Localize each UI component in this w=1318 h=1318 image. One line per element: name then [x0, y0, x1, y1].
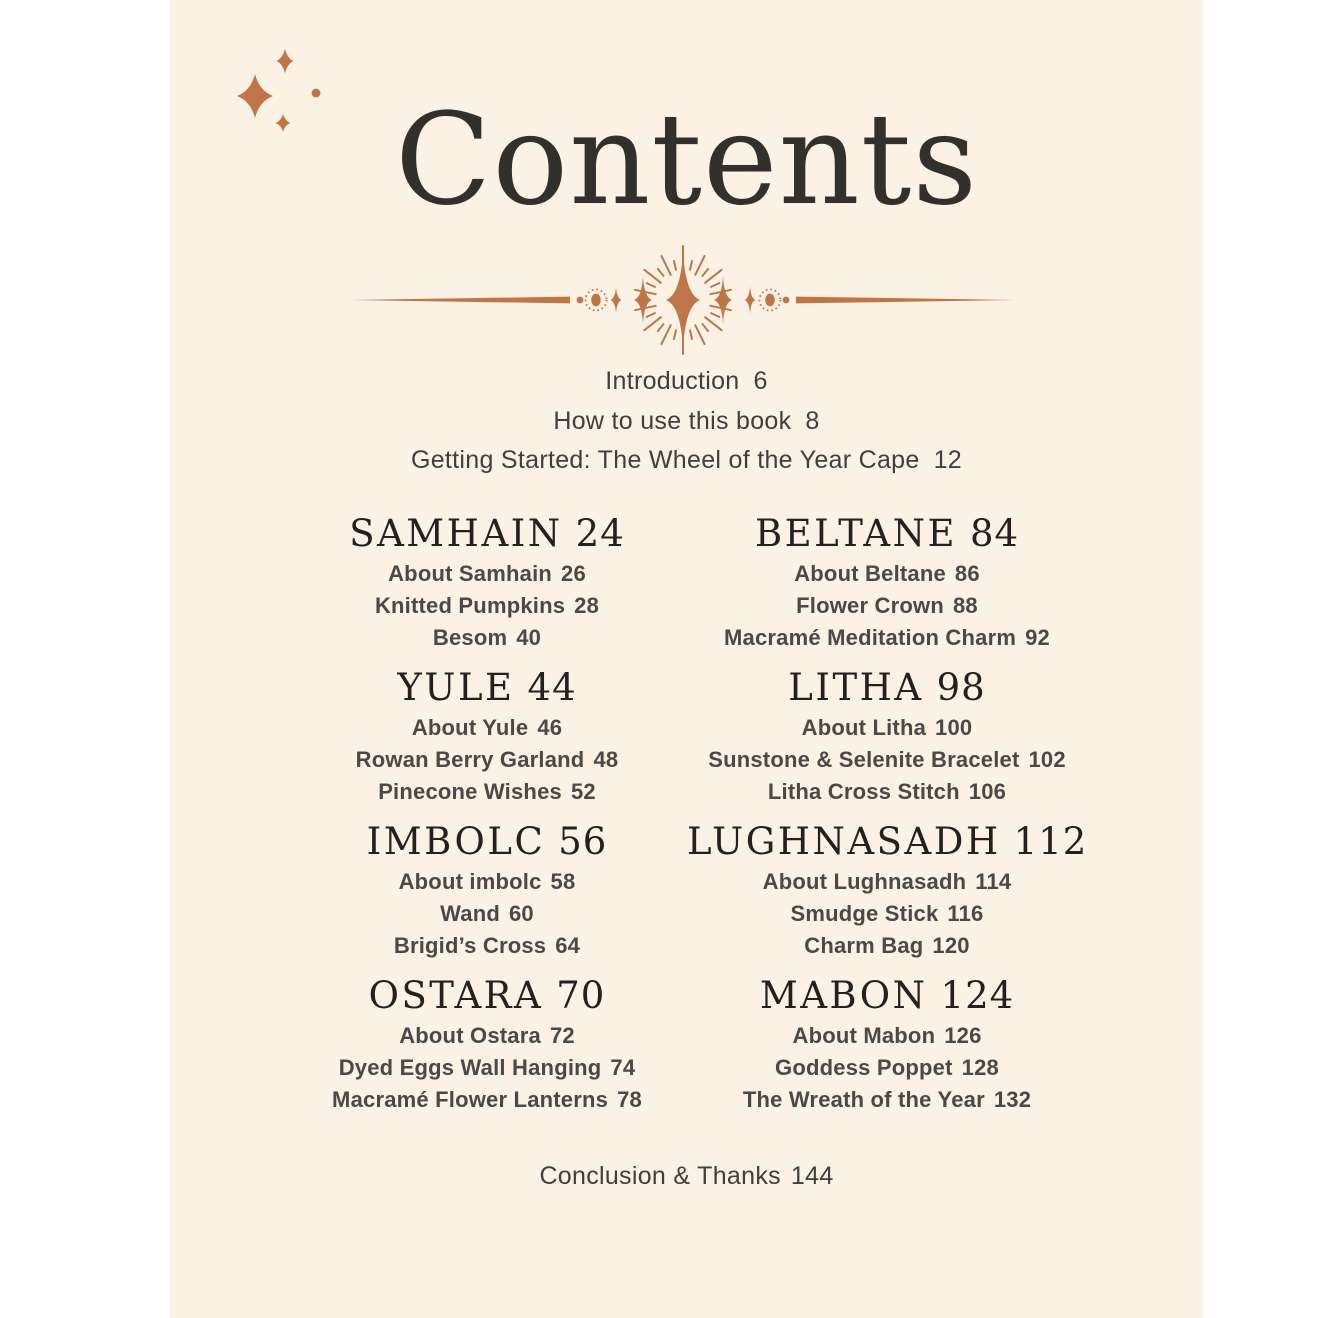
- toc-entry-page-number: 60: [509, 901, 534, 926]
- section-page-number: 84: [969, 512, 1020, 555]
- section-heading: [687, 512, 1087, 556]
- section-ostara: [287, 974, 687, 1128]
- toc-entry: [287, 930, 687, 962]
- toc-entry-page-number: 92: [1025, 625, 1050, 650]
- section-heading: [687, 666, 1087, 710]
- toc-entry-page-number: 58: [550, 869, 576, 894]
- divider-line-right: [796, 297, 1015, 304]
- section-name: YULE: [397, 666, 515, 709]
- toc-entry: [170, 402, 1203, 442]
- toc-entry-page-number: 106: [968, 779, 1007, 804]
- toc-entry: [687, 712, 1087, 744]
- section-name: BELTANE: [754, 512, 957, 555]
- section-litha: [687, 666, 1087, 820]
- toc-entry-label: The Wreath of the Year: [742, 1087, 985, 1112]
- toc-entry-label: Macramé Meditation Charm: [724, 625, 1017, 650]
- toc-entry-page-number: 40: [516, 625, 542, 650]
- toc-entry-page-number: 132: [993, 1087, 1032, 1112]
- section-page-number: 124: [940, 974, 1015, 1017]
- toc-entry-label: About Litha: [801, 715, 927, 740]
- section-name: IMBOLC: [366, 820, 546, 863]
- section-yule: [287, 666, 687, 820]
- section-name: LITHA: [788, 666, 924, 709]
- toc-entry-page-number: 144: [790, 1162, 834, 1190]
- toc-entry: [287, 1084, 687, 1116]
- toc-entry-page-number: 114: [975, 869, 1012, 894]
- toc-entry-page-number: 26: [561, 561, 586, 586]
- toc-entry-label: Litha Cross Stitch: [767, 779, 960, 804]
- toc-entry-label: Smudge Stick: [790, 901, 939, 926]
- toc-entry-page-number: 74: [610, 1055, 636, 1080]
- toc-entry-label: Knitted Pumpkins: [374, 593, 566, 618]
- toc-entry-label: Getting Started: The Wheel of the Year Cape: [410, 446, 920, 474]
- toc-entry: [687, 930, 1087, 962]
- toc-entry: [687, 590, 1087, 622]
- section-page-number: 98: [936, 666, 986, 709]
- toc-entry-label: Rowan Berry Garland: [355, 747, 585, 772]
- toc-entry-page-number: 72: [549, 1023, 575, 1048]
- toc-entry: [287, 744, 687, 776]
- toc-entry: [687, 866, 1087, 898]
- section-name: OSTARA: [368, 974, 544, 1017]
- toc-entry-page-number: 128: [961, 1055, 999, 1080]
- toc-entry: [287, 558, 687, 590]
- toc-entry-label: About Mabon: [792, 1023, 936, 1048]
- section-page-number: 44: [527, 666, 577, 709]
- toc-entry-label: Charm Bag: [804, 933, 924, 958]
- toc-entry-label: Sunstone & Selenite Bracelet: [708, 747, 1020, 772]
- front-matter-list: [170, 362, 1203, 481]
- toc-entry-page-number: 46: [537, 715, 563, 740]
- toc-entry: [687, 1084, 1087, 1116]
- toc-entry-label: Brigid’s Cross: [393, 933, 547, 958]
- toc-entry-page-number: 116: [947, 901, 984, 926]
- toc-entry-page-number: 126: [944, 1023, 982, 1048]
- section-page-number: 70: [556, 974, 606, 1017]
- toc-entry-page-number: 48: [593, 747, 619, 772]
- toc-entry-page-number: 100: [935, 715, 973, 740]
- toc-entry-label: About imbolc: [398, 869, 542, 894]
- toc-entry-page-number: 52: [570, 779, 596, 804]
- toc-entry-label: About Lughnasadh: [762, 869, 967, 894]
- toc-entry-page-number: 78: [617, 1087, 642, 1112]
- section-lughnasadh: [687, 820, 1087, 974]
- section-beltane: [687, 512, 1087, 666]
- toc-entry-label: About Samhain: [388, 561, 553, 586]
- section-heading: [687, 820, 1087, 864]
- toc-entry: [287, 776, 687, 808]
- toc-entry-label: Flower Crown: [796, 593, 944, 618]
- section-page-number: 112: [1013, 820, 1088, 863]
- toc-entry: [170, 362, 1203, 402]
- toc-entry-page-number: 28: [574, 593, 600, 618]
- toc-entry-label: About Yule: [411, 715, 529, 740]
- section-heading: [287, 820, 687, 864]
- toc-entry-label: Macramé Flower Lanterns: [332, 1087, 609, 1112]
- toc-entry: [287, 1020, 687, 1052]
- sections-column-right: [687, 512, 1087, 1128]
- toc-entry: [287, 590, 687, 622]
- toc-entry-label: Pinecone Wishes: [378, 779, 562, 804]
- section-heading: [287, 666, 687, 710]
- section-imbolc: [287, 820, 687, 974]
- toc-entry-page-number: 88: [952, 593, 978, 618]
- toc-entry: [687, 1020, 1087, 1052]
- toc-entry-label: Goddess Poppet: [775, 1055, 953, 1080]
- sunburst-divider-icon: [343, 242, 1023, 358]
- toc-entry-label: Wand: [440, 901, 500, 926]
- section-mabon: [687, 974, 1087, 1128]
- toc-entry-page-number: 6: [753, 367, 768, 395]
- toc-entry: [687, 558, 1087, 590]
- toc-entry: [170, 1160, 1203, 1192]
- section-samhain: [287, 512, 687, 666]
- toc-entry: [287, 898, 687, 930]
- section-heading: [287, 974, 687, 1018]
- toc-entry: [170, 441, 1203, 481]
- toc-entry: [287, 1052, 687, 1084]
- section-page-number: 56: [558, 820, 608, 863]
- toc-entry-label: Dyed Eggs Wall Hanging: [338, 1055, 602, 1080]
- sections-columns: [287, 512, 1087, 1128]
- section-heading: [287, 512, 687, 556]
- toc-entry-label: How to use this book: [553, 406, 792, 435]
- section-page-number: 24: [575, 512, 625, 555]
- toc-entry: [287, 622, 687, 654]
- toc-entry: [687, 898, 1087, 930]
- section-name: LUGHNASADH: [687, 820, 1001, 863]
- toc-entry: [687, 744, 1087, 776]
- toc-entry-label: Conclusion & Thanks: [539, 1162, 781, 1190]
- page-title: Contents: [394, 86, 979, 233]
- toc-entry-page-number: 12: [933, 446, 962, 474]
- toc-entry: [687, 622, 1087, 654]
- contents-page: [170, 0, 1203, 1318]
- toc-entry-page-number: 120: [932, 933, 970, 958]
- section-heading: [687, 974, 1087, 1018]
- toc-entry: [287, 712, 687, 744]
- back-matter-line: [170, 1160, 1203, 1192]
- toc-entry-label: Introduction: [605, 367, 740, 395]
- toc-entry: [687, 776, 1087, 808]
- section-name: MABON: [759, 974, 928, 1017]
- toc-entry-page-number: 102: [1028, 747, 1066, 772]
- toc-entry-page-number: 64: [555, 933, 581, 958]
- toc-entry-label: About Ostara: [399, 1023, 541, 1048]
- toc-entry-label: About Beltane: [794, 561, 946, 586]
- toc-entry: [687, 1052, 1087, 1084]
- toc-entry: [287, 866, 687, 898]
- divider-line-left: [351, 297, 570, 304]
- toc-entry-page-number: 86: [954, 561, 980, 586]
- toc-entry-label: Besom: [432, 625, 508, 650]
- section-name: SAMHAIN: [349, 512, 563, 555]
- toc-entry-page-number: 8: [805, 406, 820, 435]
- sections-column-left: [287, 512, 687, 1128]
